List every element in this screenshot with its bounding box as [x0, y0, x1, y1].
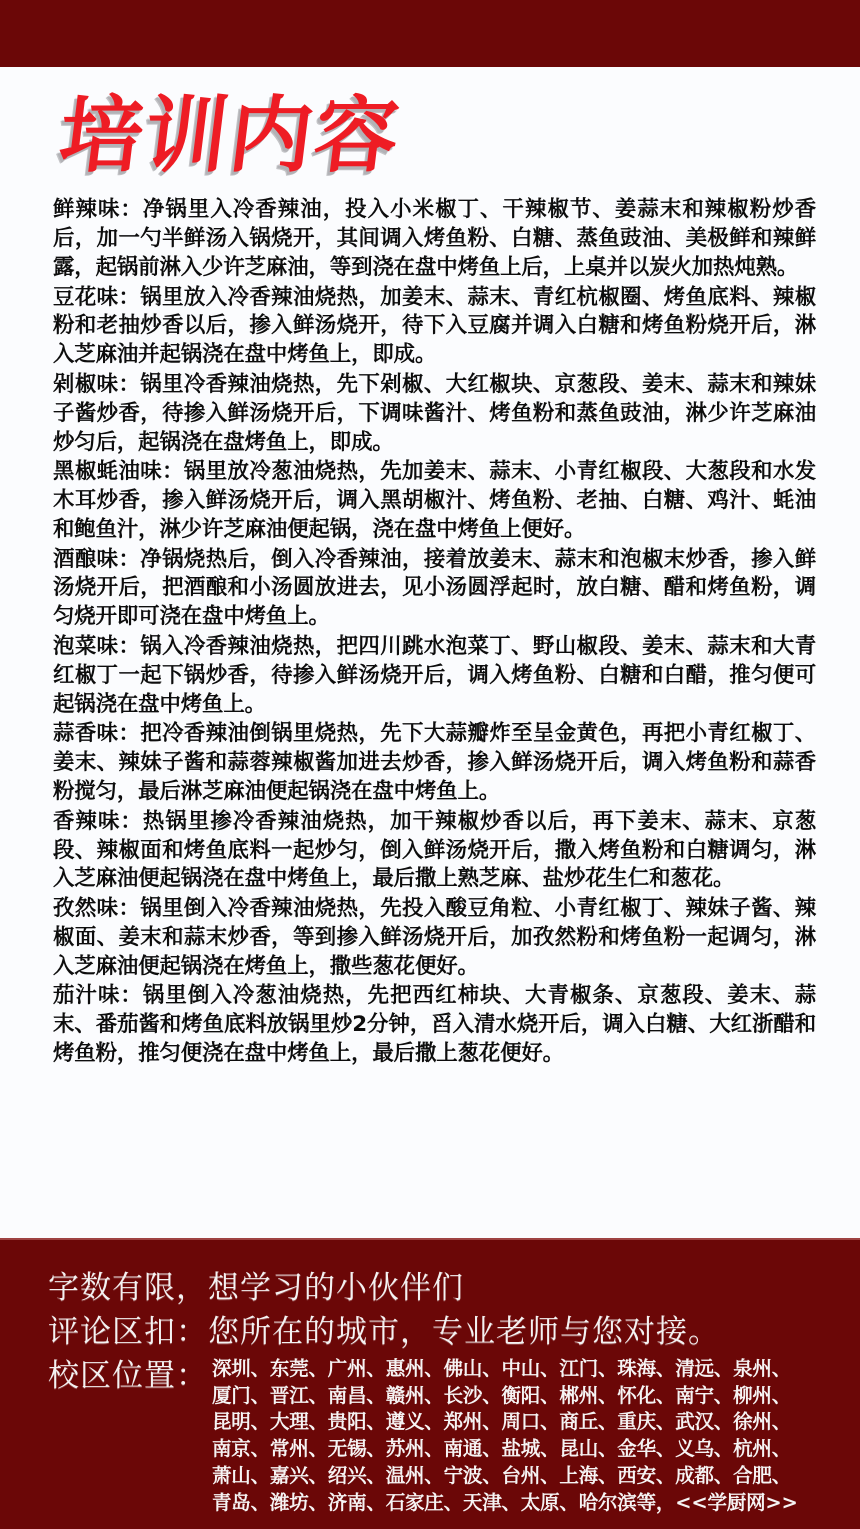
campus-location-row [0, 1356, 860, 1516]
top-decorative-band [0, 0, 860, 67]
campus-city-row: 昆明、大理、贵阳、遵义、郑州、周口、商丘、重庆、武汉、徐州、 [212, 1410, 792, 1434]
campus-city-row: 厦门、晋江、南昌、赣州、长沙、衡阳、郴州、怀化、南宁、柳州、 [212, 1383, 792, 1407]
campus-city-row: 青岛、潍坊、济南、石家庄、天津、太原、哈尔滨等，<<学厨网>> [212, 1490, 798, 1514]
recipe-paragraph: 泡菜味：锅入冷香辣油烧热，把四川跳水泡菜丁、野山椒段、姜末、蒜末和大青红椒丁一起下锅炒香，待掺入鲜汤烧开后，调入烤鱼粉、白糖和白醋，推匀便可起锅浇在盘中烤鱼上。 [53, 634, 816, 717]
title-container [0, 67, 860, 182]
recipe-paragraph: 香辣味：热锅里掺冷香辣油烧热，加干辣椒炒香以后，再下姜末、蒜末、京葱段、辣椒面和烤鱼底料一起炒匀，倒入鲜汤烧开后，撒入烤鱼粉和白糖调匀，淋入芝麻油便起锅浇在盘中烤鱼上，最后撒上熟芝麻、盐炒花生仁和葱花。 [53, 808, 816, 892]
footer-band [0, 1238, 860, 1529]
recipe-paragraph: 蒜香味：把冷香辣油倒锅里烧热，先下大蒜瓣炸至呈金黄色，再把小青红椒丁、姜末、辣妹子酱和蒜蓉辣椒酱加进去炒香，掺入鲜汤烧开后，调入烤鱼粉和蒜香粉搅匀，最后淋芝麻油便起锅浇在盘中烤鱼上。 [53, 721, 816, 804]
recipe-paragraph: 酒酿味：净锅烧热后，倒入冷香辣油，接着放姜末、蒜末和泡椒末炒香，掺入鲜汤烧开后，把酒酿和小汤圆放进去，见小汤圆浮起时，放白糖、醋和烤鱼粉，调匀烧开即可浇在盘中烤鱼上。 [53, 546, 816, 630]
recipe-paragraph: 茄汁味：锅里倒入冷葱油烧热，先把西红柿块、大青椒条、京葱段、姜末、蒜末、番茄酱和烤鱼底料放锅里炒2分钟，舀入清水烧开后，调入白糖、大红浙醋和烤鱼粉，推匀便浇在盘中烤鱼上，最后撒上葱花便好。 [53, 983, 816, 1066]
promo-line-2: 评论区扣：您所在的城市，专业老师与您对接。 [48, 1314, 720, 1351]
campus-city-row: 南京、常州、无锡、苏州、南通、盐城、昆山、金华、义乌、杭州、 [212, 1437, 792, 1461]
poster-content [0, 67, 860, 1238]
recipe-list [0, 182, 860, 1068]
recipe-paragraph: 鲜辣味：净锅里入冷香辣油，投入小米椒丁、干辣椒节、姜蒜末和辣椒粉炒香后，加一勺半鲜汤入锅烧开，其间调入烤鱼粉、白糖、蒸鱼豉油、美极鲜和辣鲜露，起锅前淋入少许芝麻油，等到浇在盘中烤鱼上后，上桌并以炭火加热炖熟。 [53, 197, 816, 280]
promo-line-1: 字数有限，想学习的小伙伴们 [48, 1270, 464, 1306]
campus-city-list [208, 1356, 860, 1516]
recipe-paragraph: 豆花味：锅里放入冷香辣油烧热，加姜末、蒜末、青红杭椒圈、烤鱼底料、辣椒粉和老抽炒香以后，掺入鲜汤烧开，待下入豆腐并调入白糖和烤鱼粉烧开后，淋入芝麻油并起锅浇在盘中烤鱼上，即成。 [53, 284, 816, 368]
recipe-paragraph: 孜然味：锅里倒入冷香辣油烧热，先投入酸豆角粒、小青红椒丁、辣妹子酱、辣椒面、姜末和蒜末炒香，等到掺入鲜汤烧开后，加孜然粉和烤鱼粉一起调匀，淋入芝麻油便起锅浇在烤鱼上，撒些葱花便好。 [53, 896, 816, 979]
recipe-paragraph: 黑椒蚝油味：锅里放冷葱油烧热，先加姜末、蒜末、小青红椒段、大葱段和水发木耳炒香，掺入鲜汤烧开后，调入黑胡椒汁、烤鱼粉、老抽、白糖、鸡汁、蚝油和鲍鱼汁，淋少许芝麻油便起锅，浇在盘中烤鱼上便好。 [53, 459, 816, 542]
campus-city-row: 深圳、东莞、广州、惠州、佛山、中山、江门、珠海、清远、泉州、 [212, 1357, 792, 1381]
recipe-paragraph: 剁椒味：锅里冷香辣油烧热，先下剁椒、大红椒块、京葱段、姜末、蒜末和辣妹子酱炒香，待掺入鲜汤烧开后，下调味酱汁、烤鱼粉和蒸鱼豉油，淋少许芝麻油炒匀后，起锅浇在盘烤鱼上，即成。 [53, 372, 816, 455]
campus-label: 校区位置： [48, 1358, 208, 1395]
page-title: 培训内容 [54, 87, 406, 184]
campus-city-row: 萧山、嘉兴、绍兴、温州、宁波、台州、上海、西安、成都、合肥、 [212, 1463, 792, 1487]
